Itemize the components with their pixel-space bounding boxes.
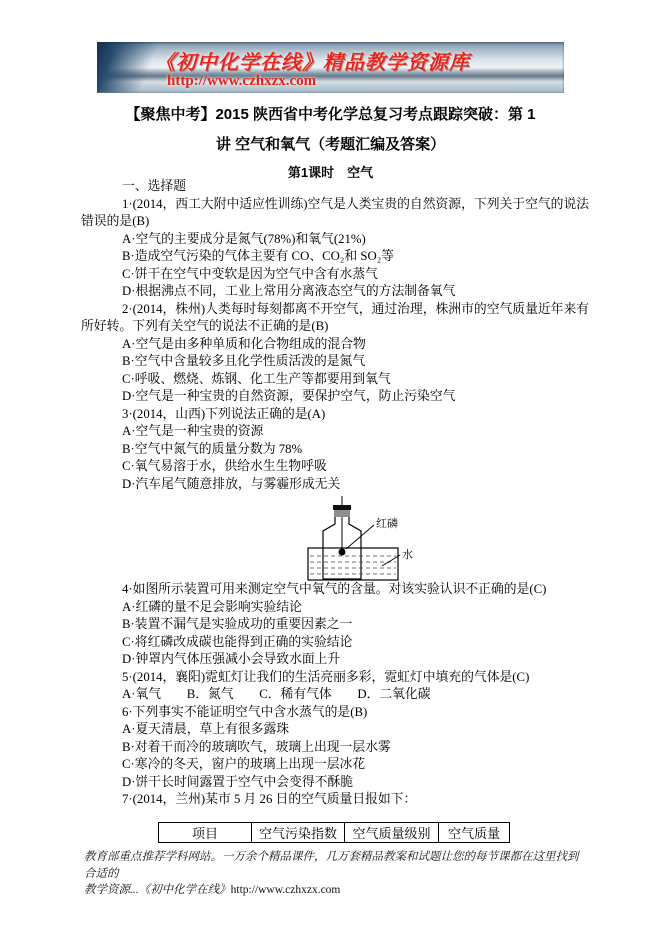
water-leader xyxy=(382,555,400,566)
body-line: C·寒冷的冬天，窗户的玻璃上出现一层冰花 xyxy=(122,757,366,771)
footer-url: http://www.czhxzx.com xyxy=(230,884,341,896)
red-phosphorus-leader xyxy=(346,525,374,549)
table-header-cell: 空气质量级别 xyxy=(345,823,439,843)
footer-line2 xyxy=(84,882,584,899)
body-line: B·对着干而冷的玻璃吹气，玻璃上出现一层水雾 xyxy=(122,739,391,754)
body-line: C·饼干在空气中变软是因为空气中含有水蒸气 xyxy=(122,266,378,281)
body-line: B·造成空气污染的气体主要有 CO、CO₂和 SO₂等 xyxy=(122,249,394,263)
red-phosphorus-dot xyxy=(339,549,346,556)
page-footer xyxy=(84,849,584,899)
body-line: D·饼干长时间露置于空气中会变得不酥脆 xyxy=(122,774,354,789)
body-line: 错误的是(B) xyxy=(81,214,150,228)
experiment-apparatus-figure xyxy=(296,496,426,586)
body-line: A·空气是一种宝贵的资源 xyxy=(122,424,264,438)
banner-title: 《初中化学在线》精品教学资源库 xyxy=(155,51,470,74)
table-header-cell: 空气质量 xyxy=(439,823,510,843)
body-line: D·汽车尾气随意排放，与雾霾形成无关 xyxy=(122,476,341,491)
body-line: B·空气中含量较多且化学性质活泼的是氮气 xyxy=(122,354,366,368)
footer-line1: 教育部重点推荐学科网站。一万余个精品课件，几万套精品教案和试题让您的每节课都在这里找到合适的 xyxy=(84,851,579,880)
body-line: D·根据沸点不同，工业上常用分离液态空气的方法制备氧气 xyxy=(122,284,456,298)
body-line: A·夏天清晨，草上有很多露珠 xyxy=(122,722,290,736)
table-header-row xyxy=(159,823,510,843)
body-line: 1·(2014，西工大附中适应性训练)空气是人类宝贵的自然资源，下列关于空气的说法 xyxy=(122,196,590,211)
body-line: 6·下列事实不能证明空气中含水蒸气的是(B) xyxy=(122,704,368,719)
body-line: 5·(2014，襄阳)霓虹灯让我们的生活亮丽多彩，霓虹灯中填充的气体是(C) xyxy=(122,669,530,684)
body-line: C·将红磷改成碳也能得到正确的实验结论 xyxy=(122,634,353,649)
footer-line2-text: 教学资源...《初中化学在线》 xyxy=(84,884,231,896)
doc-title-line2: 讲 空气和氧气（考题汇编及答案） xyxy=(215,136,446,153)
air-quality-table xyxy=(158,822,510,843)
body-line: C·氧气易溶于水，供给水生生物呼吸 xyxy=(122,459,327,473)
body-line: D·钟罩内气体压强减小会导致水面上升 xyxy=(122,652,341,666)
body-line: 所好转。下列有关空气的说法不正确的是(B) xyxy=(81,319,329,333)
body-line: 4·如图所示装置可用来测定空气中氧气的含量。对该实验认识不正确的是(C) xyxy=(122,582,547,596)
table-header-cell: 项目 xyxy=(159,823,252,843)
section-heading: 第1课时 空气 xyxy=(287,165,374,180)
stopper xyxy=(333,505,351,510)
body-line: D·空气是一种宝贵的自然资源，要保护空气，防止污染空气 xyxy=(122,389,456,403)
table-header-cell: 空气污染指数 xyxy=(252,823,345,843)
water-label: 水 xyxy=(402,549,413,561)
banner-url: http://www.czhxzx.com xyxy=(167,72,317,89)
site-banner xyxy=(97,42,564,93)
body-line: 7·(2014，兰州)某市 5 月 26 日的空气质量日报如下： xyxy=(122,792,417,806)
body-line: A·红磷的量不足会影响实验结论 xyxy=(122,599,302,614)
question-block-2 xyxy=(81,581,546,809)
body-line: 一、选择题 xyxy=(122,179,186,193)
doc-title-line1: 【聚焦中考】2015 陕西省中考化学总复习考点跟踪突破：第 1 xyxy=(125,106,536,123)
body-line: A·氧气 B．氮气 C．稀有气体 D．二氧化碳 xyxy=(122,687,431,701)
body-line: C·呼吸、燃烧、炼钢、化工生产等都要用到氧气 xyxy=(122,371,391,386)
red-phosphorus-label: 红磷 xyxy=(376,518,398,530)
body-line: A·空气的主要成分是氮气(78%)和氧气(21%) xyxy=(122,231,366,246)
body-line: 2·(2014，株州)人类每时每刻都离不开空气，通过治理，株洲市的空气质量近年来有 xyxy=(122,301,590,316)
body-line: B·装置不漏气是实验成功的重要因素之一 xyxy=(122,617,353,631)
question-block-1 xyxy=(81,178,589,493)
body-line: A·空气是由多种单质和化合物组成的混合物 xyxy=(122,336,366,351)
body-line: 3·(2014，山西)下列说法正确的是(A) xyxy=(122,406,326,421)
body-line: B·空气中氮气的质量分数为 78% xyxy=(122,441,303,456)
